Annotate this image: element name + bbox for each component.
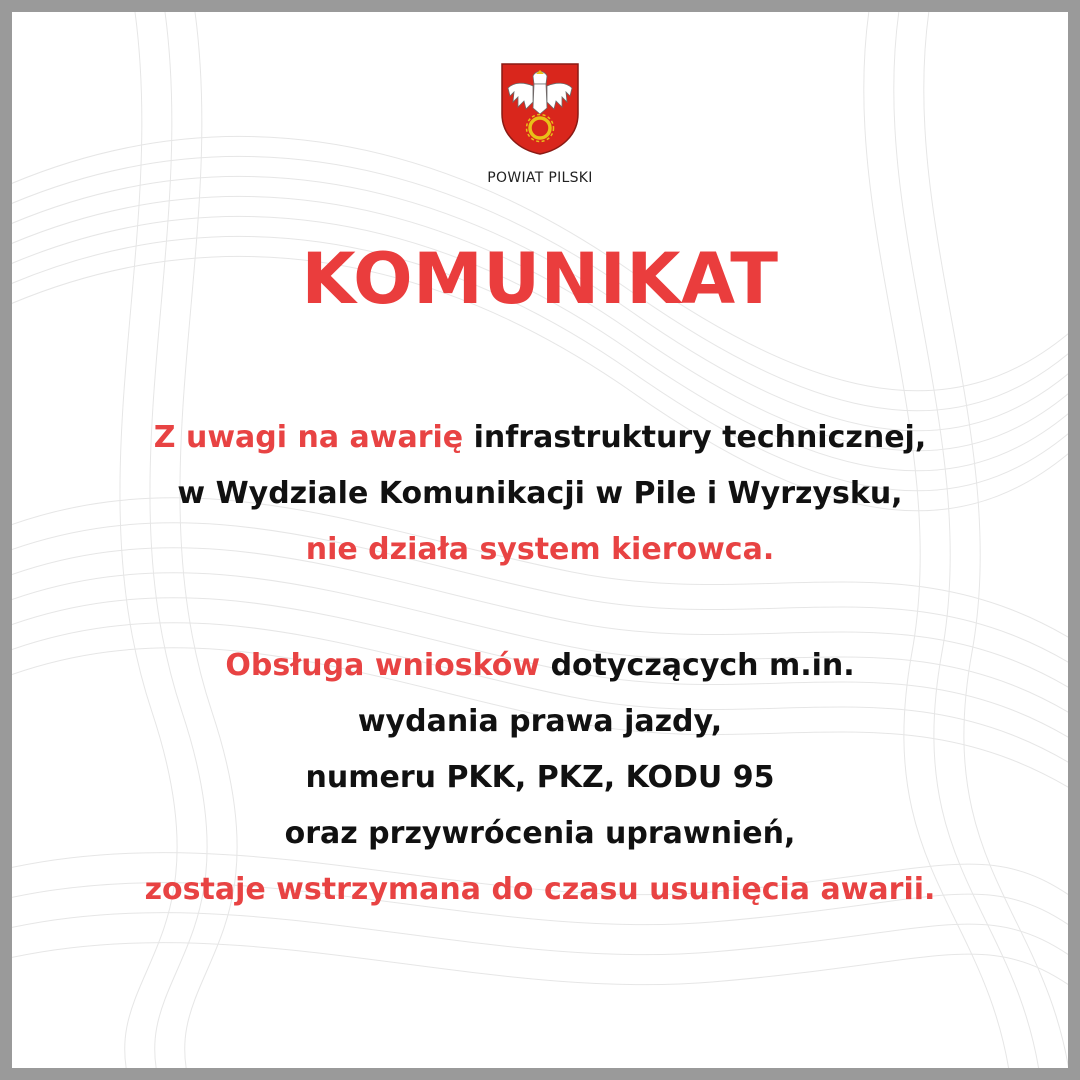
page-title: KOMUNIKAT bbox=[301, 238, 779, 320]
announcement-card bbox=[12, 12, 1068, 1068]
suspension-text-start: dotyczących m.in. bbox=[540, 648, 855, 683]
suspension-line-5: zostaje wstrzymana do czasu usunięcia awarii. bbox=[144, 872, 936, 907]
organization-name: POWIAT PILSKI bbox=[487, 170, 593, 186]
coat-of-arms-icon bbox=[500, 62, 580, 156]
outage-text-start: infrastruktury technicznej, bbox=[463, 420, 927, 455]
suspension-highlight-start: Obsługa wniosków bbox=[225, 648, 541, 683]
suspension-line-2: wydania prawa jazdy, bbox=[357, 704, 723, 739]
suspension-line-4: oraz przywrócenia uprawnień, bbox=[284, 816, 796, 851]
outage-line-1 bbox=[12, 410, 1068, 466]
outage-line-2: w Wydziale Komunikacji w Pile i Wyrzysku, bbox=[177, 476, 903, 511]
outage-highlight-start: Z uwagi na awarię bbox=[153, 420, 464, 455]
notice-paragraph-suspension bbox=[12, 638, 1068, 918]
suspension-line-1 bbox=[12, 638, 1068, 694]
suspension-line-3: numeru PKK, PKZ, KODU 95 bbox=[305, 760, 775, 795]
outage-line-3: nie działa system kierowca. bbox=[305, 532, 775, 567]
notice-paragraph-outage bbox=[12, 410, 1068, 578]
